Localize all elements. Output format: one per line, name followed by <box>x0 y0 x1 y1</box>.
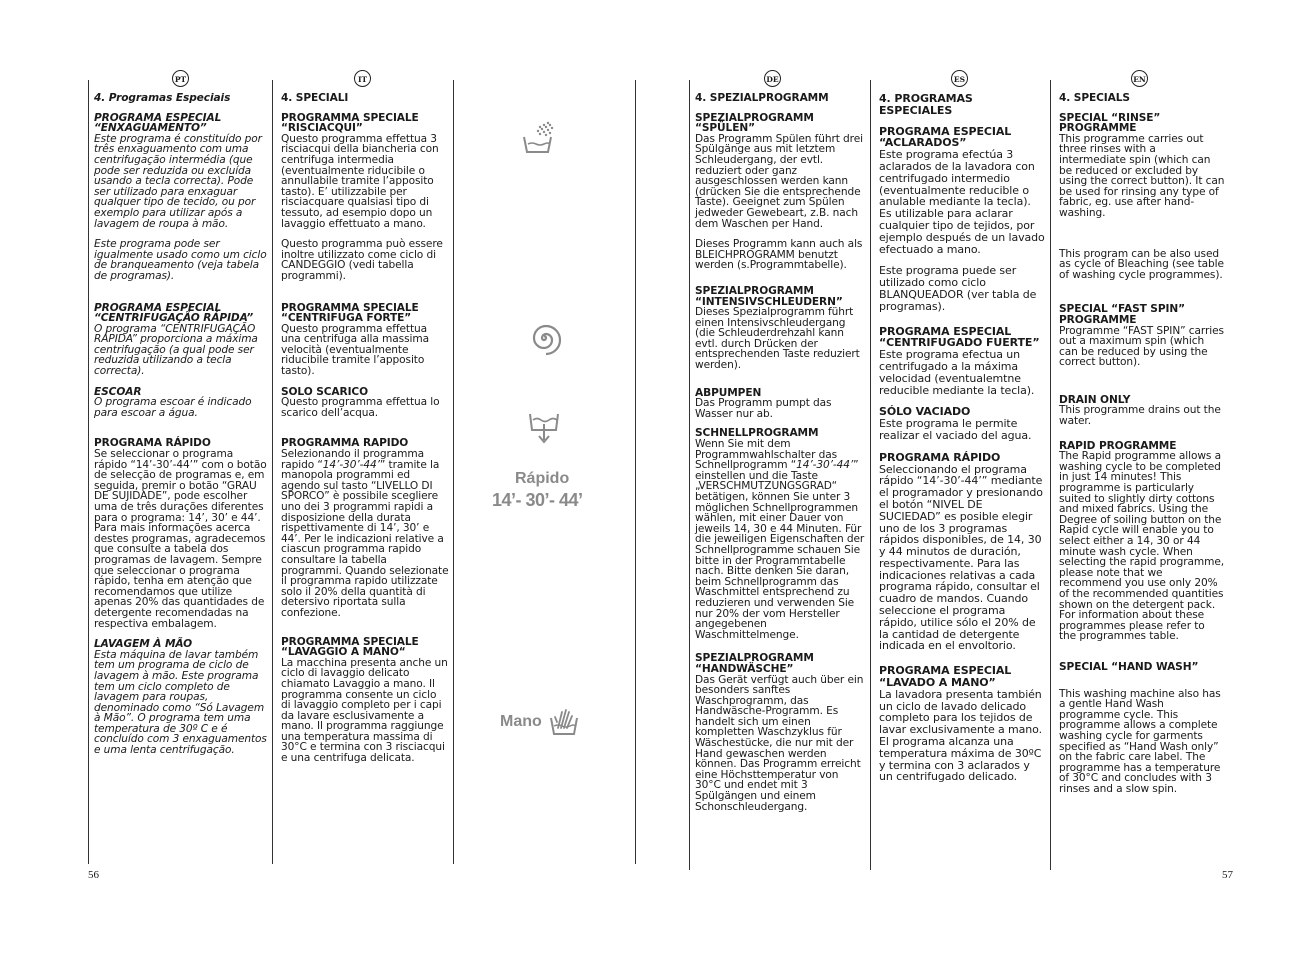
lang-badge-en: EN <box>1131 70 1148 87</box>
column-rule <box>453 80 454 864</box>
hand-wash-label: Mano <box>500 713 542 730</box>
heading-fast-spin: SPECIAL “FAST SPIN” PROGRAMME <box>1059 303 1185 326</box>
text-fast-spin: Programme “FAST SPIN” carries out a maximum spin (which can be reduced by using the correct button). <box>1059 324 1224 369</box>
text-fast-spin: Questo programma effettua una centrifuga alla massima velocità (eventualmente riducibile tramite l’apposito tasto). <box>281 322 429 378</box>
heading-rinse: PROGRAMA ESPECIAL “ENXAGUAMENTO” <box>94 111 222 135</box>
column-rule <box>635 80 636 864</box>
text-fast-spin: O programa “CENTRIFUGAÇÃO RÁPIDA” proporciona a máxima centrifugação (a qual pode ser reduzida utilizando a tecla correcta). <box>94 322 258 378</box>
text-rinse-bleach: Este programa puede ser utilizado como ciclo BLANQUEADOR (ver tabla de programas). <box>879 264 1037 313</box>
heading-rinse: SPEZIALPROGRAMM “SPÜLEN” <box>695 111 814 135</box>
text-rapid: Wenn Sie mit dem Programmwahlschalter das Schnellprogramm “14’-30’-44’” einstellen und die Taste „VERSCHMUTZUNGSGRAD“ betätigen, können Sie unter 3 möglichen Schnellprogrammen wählen, mit einer Dauer von jeweils 14, 30 e 44 Minuten. Für die jeweiligen Eigenschaften der Schnellprogramme schauen Sie bitte in der Programmtabelle nach. Bitte denken Sie daran, beim Schnellprogramm das Waschmittel entsprechend zu reduzieren und verwenden Sie nur 20% der vom Hersteller angegebenen Waschmittelmenge. <box>695 438 865 641</box>
page-number-right: 57 <box>1222 869 1233 881</box>
heading-hand-wash: PROGRAMMA SPECIALE “LAVAGGIO A MANO“ <box>281 635 419 659</box>
text-fast-spin: Este programa efectua un centrifugado a la máxima velocidad (eventualemtne reducible mediante la tecla). <box>879 348 1035 397</box>
heading-rinse: PROGRAMMA SPECIALE “RISCIACQUI” <box>281 111 419 135</box>
heading-fast-spin: PROGRAMA ESPECIAL “CENTRIFUGAÇÃO RÁPIDA” <box>94 301 254 325</box>
text-hand-wash: This washing machine also has a gentle Hand Wash programme cycle. This programme allows a complete washing cycle for garments specified as “Hand Wash only” on the fabric care label. The programme has a temperature of 30°C and concludes with 3 rinses and a slow spin. <box>1059 687 1221 795</box>
lang-badge-pt: PT <box>172 70 189 87</box>
text-hand-wash: La lavadora presenta también un ciclo de lavado delicado completo para los tejidos de lavar exclusivamente a mano. El programa alcanza una temperatura máxima de 30ºC y termina con 3 aclarados y un centrifugado delicado. <box>879 687 1043 784</box>
text-rinse-bleach: Dieses Programm kann auch als BLEICHPROGRAMM benutzt werden (s.Programmtabelle). <box>695 238 863 272</box>
text-rinse: Este programa é constituído por três enxaguamento com uma centrifugação intermédia (que pode ser reduzida ou excluída usando a tecla correcta). Pode ser utilizado para enxaguar qualquer tipo de tecido, ou por exemplo para utilizar após a lavagem de roupa à mão. <box>94 132 262 230</box>
heading-rinse: PROGRAMA ESPECIAL “ACLARADOS” <box>879 124 1012 150</box>
heading-fast-spin: PROGRAMMA SPECIALE “CENTRIFUGA FORTE” <box>281 301 419 325</box>
page-number-left: 56 <box>88 869 99 881</box>
text-rinse: Este programa efectúa 3 aclarados de la lavadora con centrifugado intermedio (eventualmente reducible o anulable mediante la tecla). Es utilizable para aclarar cualquier tipo de tejidos, por ejemplo después de un lavado efectuado a mano. <box>879 148 1045 256</box>
drain-tub-icon <box>526 408 562 446</box>
text-rapid: Selezionando il programma rapido “14’-30’-44’” tramite la manopola programmi ed agendo sul tasto “LIVELLO DI SPORCO” è possibile scegliere uno dei 3 programmi rapidi a disposizione della durata rispettivamente di 14’, 30’ e 44’. Per le indicazioni relative a ciascun programma rapido consultare la tabella programmi. Quando selezionate il programma rapido utilizzate solo il 20% della quantità di detersivo riportata sulla confezione. <box>281 448 449 619</box>
section-title: 4. SPECIALI <box>281 92 349 104</box>
text-hand-wash: La macchina presenta anche un ciclo di lavaggio delicato chiamato Lavaggio a mano. Il programma consente un ciclo di lavaggio completo per i capi da lavare esclusivamente a mano. Il programma raggiunge una temperatura massima di 30°C e termina con 3 risciacqui e una centrifuga delicata. <box>281 656 448 765</box>
column-es <box>879 93 1046 793</box>
heading-fast-spin: PROGRAMA ESPECIAL “CENTRIFUGADO FUERTE” <box>879 324 1040 350</box>
text-drain: Questo programma effettua lo scarico dell’acqua. <box>281 396 440 419</box>
text-rapid: Se seleccionar o programa rápido “14’-30’-44’” com o botão de selecção de programas e, em seguida, premir o botão “GRAU DE SUJIDADE”, pode escolher uma de três durações diferentes para o programa: 14’, 30’ e 44’. Para mais informações acerca destes programas, agradecemos que consulte a tabela dos programas de lavagem. Sempre que seleccionar o programa rápido, tenha em atenção que recomendamos que utilize apenas 20% das quantidades de detergente recomendadas na respectiva embalagem. <box>94 448 267 630</box>
text-rinse: Das Programm Spülen führt drei Spülgänge aus mit letztem Schleudergang, der evtl. reduziert oder ganz ausgeschlossen werden kann (drücken Sie die entsprechende Taste). Geeignet zum Spülen jedweder Gewebeart, z.B. nach dem Waschen per Hand. <box>695 132 863 230</box>
text-rinse: This programme carries out three rinses with a intermediate spin (which can be reduced or excluded by using the correct button). It can be used for rinsing any type of fabric, eg. use after hand-washing. <box>1059 132 1225 219</box>
column-rule <box>1050 80 1051 870</box>
heading-rinse: SPECIAL “RINSE” PROGRAMME <box>1059 111 1161 135</box>
heading-drain: DRAIN ONLY <box>1059 393 1131 406</box>
heading-hand-wash: SPEZIALPROGRAMM “HANDWÄSCHE” <box>695 652 814 675</box>
heading-rapid: PROGRAMMA RAPIDO <box>281 437 409 450</box>
text-drain: Este programa le permite realizar el vaciado del agua. <box>879 417 1032 442</box>
section-title: 4. SPEZIALPROGRAMM <box>695 92 829 104</box>
heading-drain: ESCOAR <box>94 385 142 398</box>
heading-hand-wash: PROGRAMA ESPECIAL “LAVADO A MANO” <box>879 664 1012 690</box>
lang-badge-it: IT <box>354 70 371 87</box>
text-rinse-bleach: This program can be also used as cycle of Bleaching (see table of washing cycle programmes). <box>1059 247 1224 281</box>
column-pt <box>94 93 268 766</box>
column-rule <box>870 80 871 870</box>
heading-drain: ABPUMPEN <box>695 386 762 399</box>
text-rinse-bleach: Questo programma può essere inoltre utilizzato come ciclo di CANDEGGIO (vedi tabella programmi). <box>281 238 443 282</box>
column-rule <box>689 80 690 870</box>
column-rule <box>88 80 89 864</box>
text-rapid: The Rapid programme allows a washing cycle to be completed in just 14 minutes! This programme is particularly suited to slightly dirty cottons and mixed fabrics. Using the Degree of soiling button on the Rapid cycle will enable you to select either a 14, 30 or 44 minute wash cycle. When selecting the rapid programme, please note that we recommend you use only 20% of the recommended quantities shown on the detergent pack. For information about these programmes please refer to the programmes table. <box>1059 450 1225 643</box>
column-de <box>695 93 865 822</box>
section-title: 4. PROGRAMAS ESPECIALES <box>879 92 973 117</box>
text-drain: This programme drains out the water. <box>1059 404 1221 428</box>
heading-rapid: PROGRAMA RÁPIDO <box>879 450 1001 464</box>
text-rinse: Questo programma effettua 3 risciacqui della biancheria con centrifuga intermedia (eventualmente riducibile o annullabile tramite l’apposito tasto). E’ utilizzabile per risciacquare qualsiasi tipo di tessuto, ad esempio dopo un lavaggio effettuato a mano. <box>281 132 439 230</box>
heading-rapid: RAPID PROGRAMME <box>1059 439 1177 452</box>
rapid-label: Rápido <box>515 470 570 487</box>
column-en <box>1059 93 1225 804</box>
heading-rapid: PROGRAMA RÁPIDO <box>94 437 211 450</box>
text-rinse-bleach: Este programa pode ser igualmente usado como um ciclo de branqueamento (veja tabela de programas). <box>94 238 267 282</box>
heading-drain: SOLO SCARICO <box>281 385 368 398</box>
lang-badge-de: DE <box>764 70 781 87</box>
text-drain: O programa escoar é indicado para escoar a água. <box>94 396 252 419</box>
section-title: 4. Programas Especiais <box>94 92 231 104</box>
column-rule <box>272 80 273 864</box>
rapid-times-label: 14’- 30’- 44’ <box>492 490 583 510</box>
lang-badge-es: ES <box>951 70 968 87</box>
text-hand-wash: Esta máquina de lavar também tem um programa de ciclo de lavagem à mão. Este programa tem um ciclo completo de lavagem para roupas, denominado como “Só Lavagem à Mão”. O programa tem uma temperatura de 30º C e é concluído com 3 enxaguamentos e uma lenta centrifugação. <box>94 648 267 757</box>
section-title: 4. SPECIALS <box>1059 92 1130 104</box>
heading-hand-wash: SPECIAL “HAND WASH” <box>1059 660 1199 673</box>
text-rapid: Seleccionando el programa rápido “14’-30’-44’” mediante el programador y presionando el botón “NIVEL DE SUCIEDAD” es posible elegir uno de los 3 programas rápidos disponibles, de 14, 30 y 44 minutos de duración, respectivamente. Para las indicaciones relativas a cada programa rápido, consultar el cuadro de mandos. Cuando seleccione el programa rápido, utilice sólo el 20% de la cantidad de detergente indicada en el envoltorio. <box>879 462 1043 653</box>
rinse-shower-icon <box>518 118 558 158</box>
column-it <box>281 93 449 774</box>
text-drain: Das Programm pumpt das Wasser nur ab. <box>695 397 832 420</box>
hand-wash-icon <box>548 702 580 738</box>
text-fast-spin: Dieses Spezialprogramm führt einen Intensivschleudergang (die Schleuderdrehzahl kann evtl. durch Drücken der entsprechenden Taste reduziert werden). <box>695 306 860 372</box>
spin-spiral-icon <box>524 318 564 358</box>
heading-fast-spin: SPEZIALPROGRAMM “INTENSIVSCHLEUDERN” <box>695 284 843 308</box>
heading-rapid: SCHNELLPROGRAMM <box>695 427 819 440</box>
heading-hand-wash: LAVAGEM À MÃO <box>94 638 193 651</box>
heading-drain: SÓLO VACIADO <box>879 405 971 419</box>
text-hand-wash: Das Gerät verfügt auch über ein besonders sanftes Waschprogramm, das Handwäsche-Programm. Es handelt sich um einen kompletten Waschzyklus für Wäschestücke, die nur mit der Hand gewaschen werden können. Das Programm erreicht eine Höchsttemperatur von 30°C und endet mit 3 Spülgängen und einem Schonschleudergang. <box>695 673 864 813</box>
